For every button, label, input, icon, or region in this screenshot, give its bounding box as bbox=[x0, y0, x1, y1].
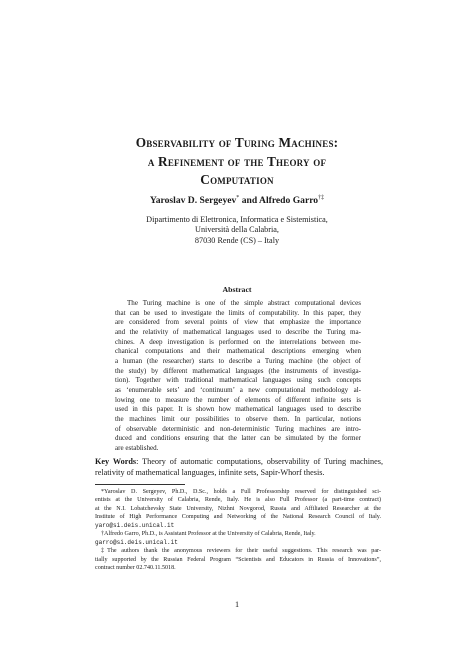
footnote-line: tially supported by the Russian Federal Program “Scientists and Educators in Russia of Innovations”, bbox=[95, 556, 381, 563]
footnote-line: contract number 02.740.11.5018. bbox=[95, 565, 176, 572]
author-list bbox=[60, 195, 414, 206]
footnote-line: entists at the University of Calabria, Rende, Italy. He is also Full Professor (a part-time contract) bbox=[95, 497, 381, 504]
author-2-footnote-mark: †‡ bbox=[318, 195, 325, 201]
footnote-line: at the N.I. Lobatchevsky State University, Nizhni Novgorod, Russia and Affiliated Researcher at the bbox=[95, 505, 381, 512]
abstract-line: the study) by different mathematical languages (the instruments of investiga- bbox=[115, 366, 361, 375]
keywords-label: Key Words bbox=[95, 457, 137, 466]
abstract-line: used in this paper. It is shown how mathematical languages used to describe bbox=[115, 405, 361, 414]
abstract-line: are considered from several points of view that emphasize the importance bbox=[115, 318, 361, 327]
abstract-line: of observable deterministic and non-deterministic Turing machines are intro- bbox=[115, 424, 361, 433]
abstract-line: chines. A deep investigation is performed on the interrelations between me- bbox=[115, 337, 361, 346]
footnote-line: †Alfredo Garro, Ph.D., is Assistant Professor at the University of Calabria, Rende, Italy. bbox=[101, 531, 316, 538]
paper-title bbox=[60, 134, 414, 190]
abstract-body bbox=[115, 299, 361, 454]
abstract-line: that can be used to investigate the limits of computability. In this paper, they bbox=[115, 308, 361, 317]
abstract-line: a human (the researcher) starts to describe a Turing machine (the object of bbox=[115, 356, 361, 365]
title-line-2: a Refinement of the Theory of bbox=[147, 153, 327, 169]
title-line-3: Computation bbox=[200, 172, 274, 188]
keywords bbox=[95, 456, 383, 478]
affiliation-line-2: Università della Calabria, bbox=[195, 225, 279, 235]
author-conjunction: and bbox=[239, 195, 260, 207]
author-1-name: Yaroslav D. Sergeyev bbox=[149, 195, 237, 207]
affiliation-line-1: Dipartimento di Elettronica, Informatica e Sistemistica, bbox=[146, 215, 328, 224]
abstract-heading: Abstract bbox=[222, 285, 252, 294]
footnote-line: *Yaroslav D. Sergeyev, Ph.D., D.Sc., holds a Full Professorship reserved for distinguished sci- bbox=[101, 489, 381, 495]
abstract-line: tion). Together with traditional mathematical languages using such concepts bbox=[115, 376, 361, 385]
abstract-line: The Turing machine is one of the simple abstract computational devices bbox=[127, 299, 361, 307]
author-1-footnote-mark: * bbox=[236, 195, 240, 201]
page-number: 1 bbox=[234, 600, 240, 609]
abstract-line: are established. bbox=[115, 443, 159, 452]
footnote-line: Institute of High Performance Computing and Networking of the National Research Council of Italy. bbox=[95, 514, 381, 521]
abstract-line: and the relativity of mathematical languages used to describe the Turing ma- bbox=[115, 327, 361, 336]
abstract-line: as ‘enumerable sets’ and ‘continuum’ a new computational methodology al- bbox=[115, 385, 361, 394]
abstract-line: lowing one to measure the number of elements of different infinite sets is bbox=[115, 395, 361, 404]
keywords-line-2: relativity of mathematical languages, infinite sets, Sapir-Whorf thesis. bbox=[95, 468, 325, 477]
footnote-email-garro[interactable]: garro@si.deis.unical.it bbox=[95, 538, 178, 546]
footnote-email-sergeyev[interactable]: yaro@si.deis.unical.it bbox=[95, 521, 175, 529]
abstract-line: chanical computations and their mathematical descriptions emerging when bbox=[115, 347, 361, 356]
footnote-line: ‡The authors thank the anonymous reviewers for their useful suggestions. This research was par- bbox=[101, 548, 381, 555]
footnotes bbox=[95, 488, 381, 573]
affiliation-line-3: 87030 Rende (CS) – Italy bbox=[194, 235, 280, 245]
author-2-name: Alfredo Garro bbox=[259, 195, 319, 207]
footnote-divider bbox=[95, 484, 185, 485]
abstract-line: the machines limit our possibilities to observe them. In particular, notions bbox=[115, 414, 361, 423]
keywords-line-1: : Theory of automatic computations, observability of Turing machines, bbox=[136, 457, 383, 466]
title-line-1: Observability of Turing Machines: bbox=[135, 135, 339, 150]
abstract-line: duced and conditions ensuring that the latter can be simulated by the former bbox=[115, 434, 361, 443]
affiliation bbox=[60, 215, 414, 246]
